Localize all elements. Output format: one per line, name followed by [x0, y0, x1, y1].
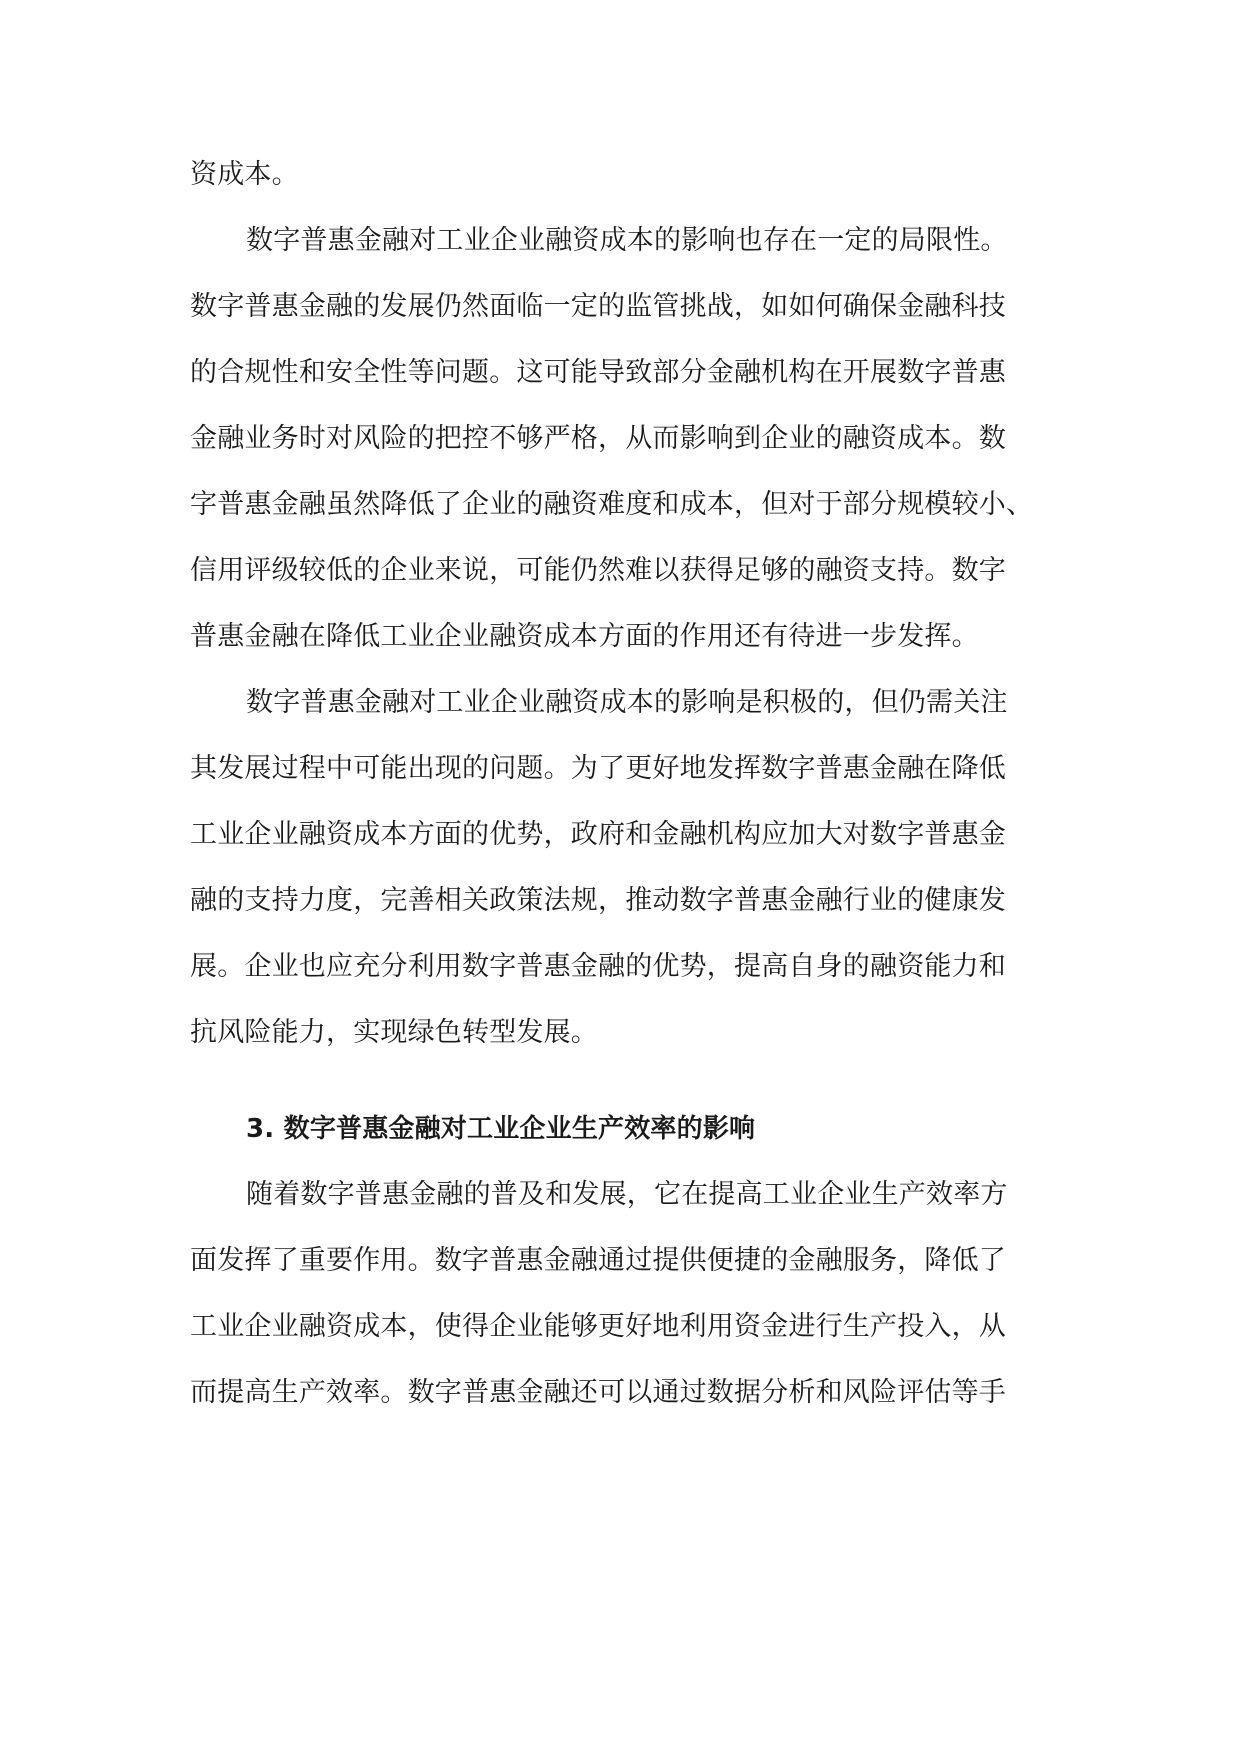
text-line: 其发展过程中可能出现的问题。为了更好地发挥数字普惠金融在降低 [190, 753, 1006, 784]
section-spacer [190, 1066, 1060, 1096]
text-line: 普惠金融在降低工业企业融资成本方面的作用还有待进一步发挥。 [190, 621, 979, 652]
text-line: 的合规性和安全性等问题。这可能导致部分金融机构在开展数字普惠 [190, 357, 1006, 388]
paragraph-limitations [190, 208, 1060, 670]
text-line: 面发挥了重要作用。数字普惠金融通过提供便捷的金融服务，降低了 [190, 1245, 1006, 1276]
text-line: 工业企业融资成本方面的优势，政府和金融机构应加大对数字普惠金 [190, 819, 1006, 850]
text-line: 信用评级较低的企业来说，可能仍然难以获得足够的融资支持。数字 [190, 555, 1006, 586]
text-line: 数字普惠金融对工业企业融资成本的影响是积极的，但仍需关注 [246, 687, 1008, 718]
text-line: 数字普惠金融对工业企业融资成本的影响也存在一定的局限性。 [246, 225, 1008, 256]
text-line: 展。企业也应充分利用数字普惠金融的优势，提高自身的融资能力和 [190, 951, 1006, 982]
text-line: 资成本。 [190, 159, 299, 190]
body-text [190, 142, 1060, 1426]
text-line: 数字普惠金融的发展仍然面临一定的监管挑战，如如何确保金融科技 [190, 291, 1006, 322]
paragraph-continuation [190, 142, 1060, 208]
text-line: 工业企业融资成本，使得企业能够更好地利用资金进行生产投入，从 [190, 1311, 1006, 1342]
section-heading: 3. 数字普惠金融对工业企业生产效率的影响 [246, 1114, 756, 1144]
text-line: 抗风险能力，实现绿色转型发展。 [190, 1017, 598, 1048]
paragraph-conclusion [190, 670, 1060, 1066]
text-line: 字普惠金融虽然降低了企业的融资难度和成本，但对于部分规模较小、 [190, 489, 1034, 520]
text-line: 金融业务时对风险的把控不够严格，从而影响到企业的融资成本。数 [190, 423, 1006, 454]
text-line: 随着数字普惠金融的普及和发展，它在提高工业企业生产效率方 [246, 1179, 1008, 1210]
text-line: 融的支持力度，完善相关政策法规，推动数字普惠金融行业的健康发 [190, 885, 1006, 916]
section-heading-block [190, 1096, 1060, 1162]
text-line: 而提高生产效率。数字普惠金融还可以通过数据分析和风险评估等手 [190, 1377, 1006, 1408]
paragraph-efficiency [190, 1162, 1060, 1426]
